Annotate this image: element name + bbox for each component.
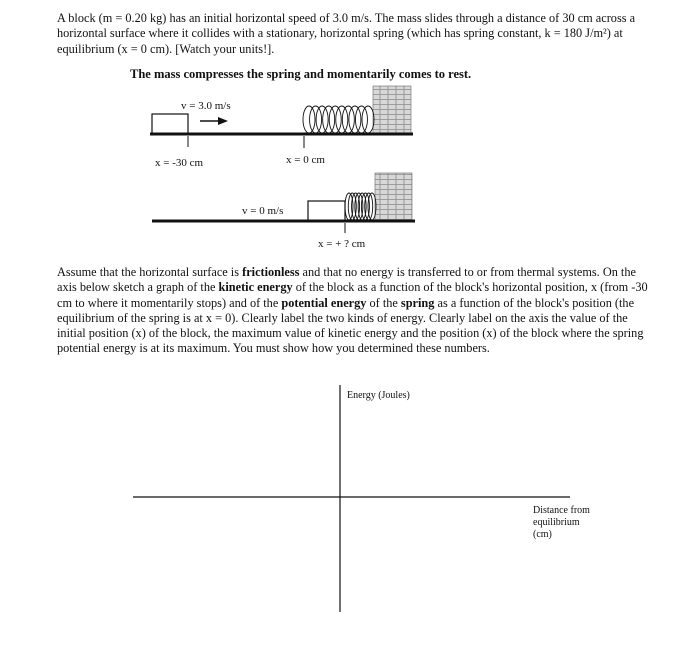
spring-coil xyxy=(336,106,348,133)
text: of the block as a function of the block's horizontal position, x (from -30 cm to where it momentarily stops) and of the xyxy=(57,280,648,310)
initial-position: x = -30 cm xyxy=(155,157,204,169)
x-axis-label xyxy=(533,505,590,541)
equilibrium-position: x = 0 cm xyxy=(286,154,325,166)
spring-coil xyxy=(310,106,322,133)
final-position: x = + ? cm xyxy=(318,238,366,250)
emphasis-potential-energy: potential energy xyxy=(281,295,367,310)
bottom-scene xyxy=(152,173,415,250)
problem-intro: A block (m = 0.20 kg) has an initial horizontal speed of 3.0 m/s. The mass slides through a distance of 30 cm across a horizontal surface where it collides with a stationary, horizontal spring (which has spring constant, k = 180 J/m²) at equilibrium (x = 0 cm). [Watch your units!]. xyxy=(57,11,636,56)
spring-coil xyxy=(323,106,335,133)
final-velocity: v = 0 m/s xyxy=(242,205,284,217)
spring-coil xyxy=(362,106,374,133)
top-scene xyxy=(150,86,413,169)
spring-coil xyxy=(349,106,361,133)
block xyxy=(308,201,345,221)
emphasis-spring: spring xyxy=(400,295,435,310)
text: Assume that the horizontal surface is xyxy=(57,265,243,279)
diagram-heading: The mass compresses the spring and momentarily comes to rest. xyxy=(130,67,472,81)
spring-coil xyxy=(355,106,367,133)
x-axis-label-line: (cm) xyxy=(533,529,552,540)
instructions-paragraph xyxy=(57,265,657,357)
emphasis-frictionless: frictionless xyxy=(242,265,300,279)
y-axis-label: Energy (Joules) xyxy=(347,390,410,401)
emphasis-kinetic-energy: kinetic energy xyxy=(218,280,293,295)
x-axis-label-line: Distance from xyxy=(533,505,590,516)
spring-coil xyxy=(303,106,315,133)
x-axis-label-line: equilibrium xyxy=(533,517,580,528)
block xyxy=(152,114,188,134)
arrow-right-icon xyxy=(200,117,228,125)
spring-coil xyxy=(329,106,341,133)
text: as a function of the block's position (the equilibrium of the spring is at x = 0). Clearly label the two kinds of energy. Clearly label on the axis the value of the initial position (x) of the block, the maximum value of kinetic energy and the position (x) of the block where the spring potential energy is at its maximum. You must show how you determined these numbers. xyxy=(57,295,644,356)
wall xyxy=(373,86,411,134)
spring-coil xyxy=(342,106,354,133)
spring-coil xyxy=(316,106,328,133)
spring-compressed xyxy=(345,193,376,220)
text: of the xyxy=(366,295,401,310)
wall xyxy=(375,173,412,221)
initial-velocity: v = 3.0 m/s xyxy=(181,100,231,112)
text: and that no energy is transferred to or from thermal systems. On the axis below sketch a graph of the xyxy=(57,265,636,295)
spring-relaxed xyxy=(303,106,374,133)
